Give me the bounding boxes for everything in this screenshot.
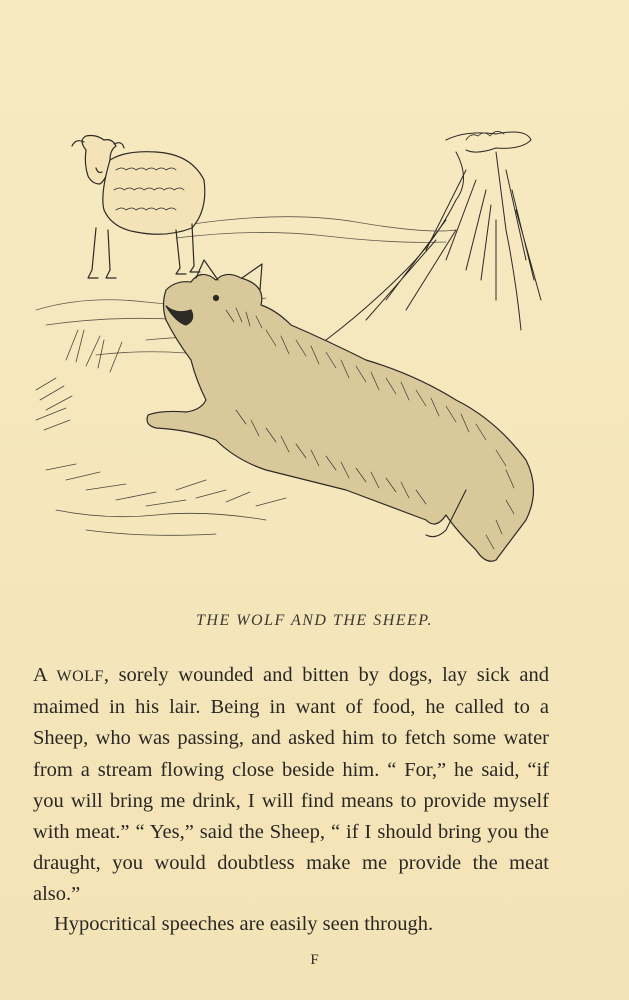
drop-letter: A [33,664,48,686]
fable-paragraph [33,660,549,911]
tree-stump [326,131,541,340]
fable-body: , sorely wounded and bitten by dogs, lay sick and maimed in his lair. Being in want of food, he called to a Sheep, who was passing, and asked him to fetch some water from a stream flowing close beside him. “ For,” he said, “if you will bring me drink, I will find means to provide myself with meat.” “ Yes,” said the Sheep, “ if I should bring you the draught, you would doubtless make me provide the meat also.” [33,664,549,906]
sheep [72,136,205,279]
lead-word: WOLF [47,668,104,685]
illustration-caption: THE WOLF AND THE SHEEP. [195,612,434,629]
fable-text [33,660,549,911]
illustration-wolf-and-sheep [26,110,556,580]
fable-moral: Hypocritical speeches are easily seen through. [54,913,434,935]
signature-mark: F [310,952,319,968]
wolf [147,260,534,561]
